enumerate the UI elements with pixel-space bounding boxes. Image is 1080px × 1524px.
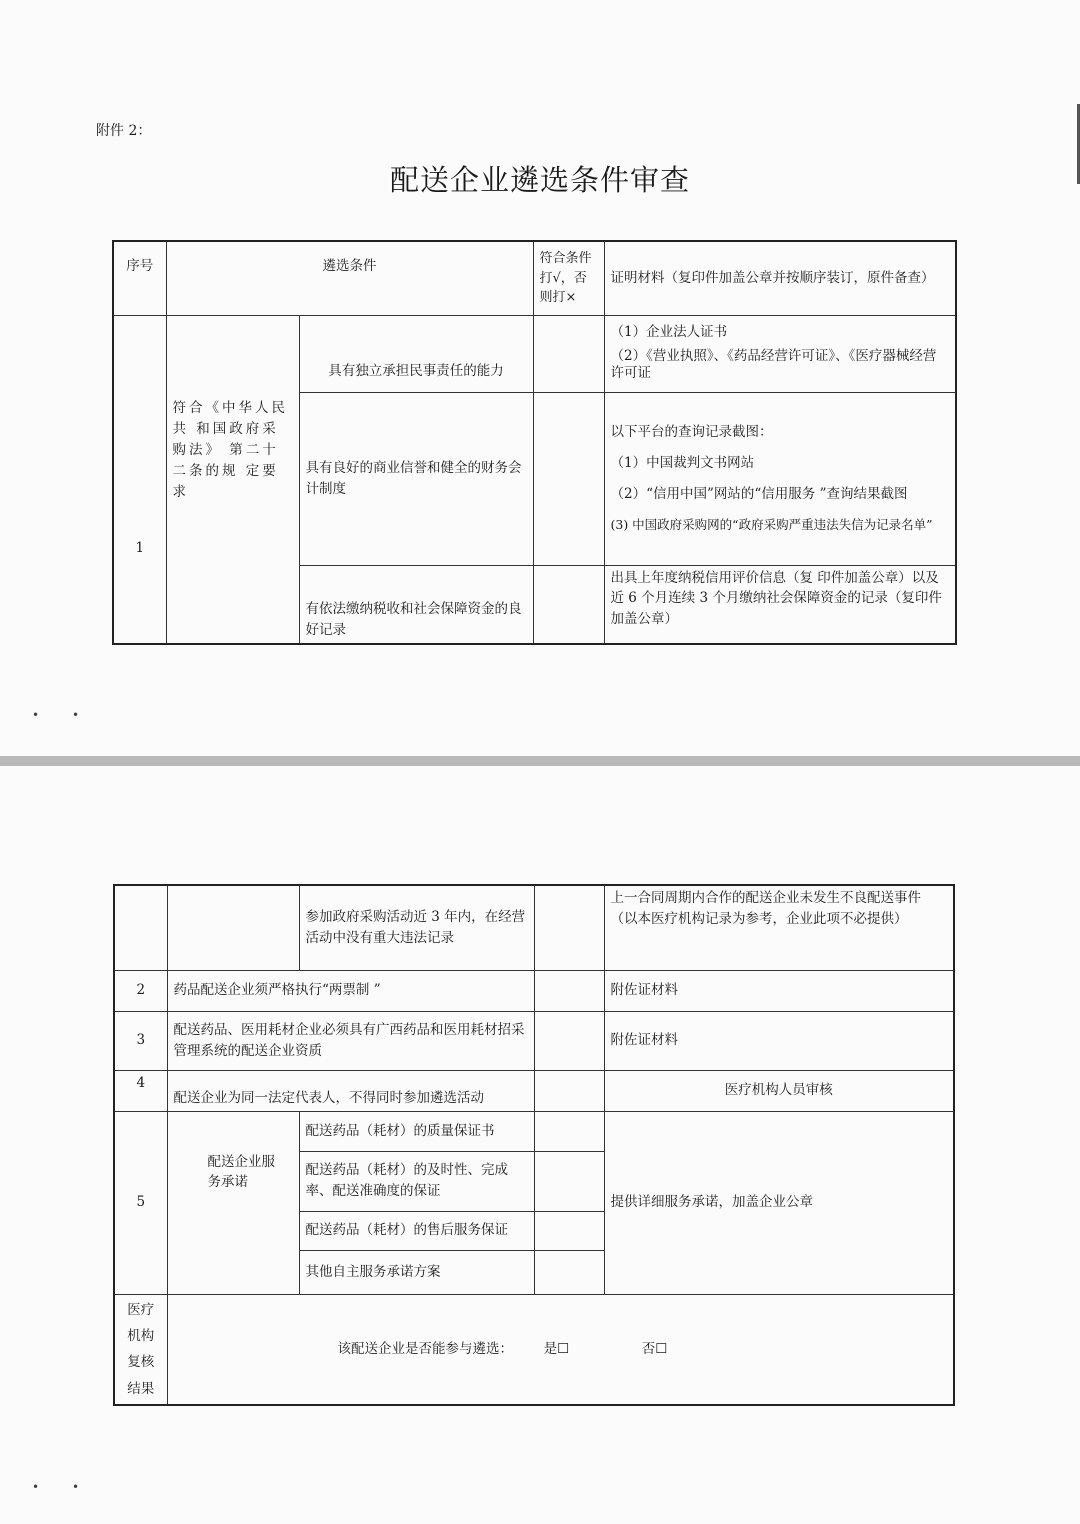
row3-materials: 附佐证材料 xyxy=(604,1011,954,1070)
row2-materials: 附佐证材料 xyxy=(604,970,954,1011)
header-conditions: 遴选条件 xyxy=(166,241,533,315)
row1-category: 符合《中华人民共 和国政府采购法》 第二十二条的规 定要求 xyxy=(166,315,299,644)
row1-condition-1: 具有独立承担民事责任的能力 xyxy=(299,315,533,392)
row1-check-2[interactable] xyxy=(533,392,604,565)
attachment-label: 附件 2： xyxy=(96,123,152,139)
row2-condition: 药品配送企业须严格执行“两票制 ” xyxy=(167,970,534,1011)
row5-item-2: 配送药品（耗材）的及时性、完成率、配送准确度的保证 xyxy=(299,1151,534,1211)
header-materials: 证明材料（复印件加盖公章并按顺序装订，原件备查） xyxy=(604,241,956,315)
table-row xyxy=(114,1111,954,1151)
row1-condition-2: 具有良好的商业信誉和健全的财务会计制度 xyxy=(299,392,533,565)
review-result xyxy=(167,1294,954,1405)
table-row xyxy=(114,1294,954,1405)
row5-seq: 5 xyxy=(114,1111,167,1294)
scan-speck: • xyxy=(32,1480,40,1494)
row5-item-3: 配送药品（耗材）的售后服务保证 xyxy=(299,1211,534,1250)
row1-material-3: 出具上年度纳税信用评价信息（复 印件加盖公章）以及近 6 个月连续 3 个月缴纳社会保障资金的记录（复印件加盖公章） xyxy=(604,565,956,644)
page-1 xyxy=(0,0,1080,756)
review-question: 该配送企业是否能参与遴选： xyxy=(337,1340,513,1357)
row5-category: 配送企业服务承诺 xyxy=(167,1111,299,1294)
table-row xyxy=(114,885,954,970)
table-row xyxy=(114,970,954,1011)
row5-check-3[interactable] xyxy=(534,1211,604,1250)
row5-materials: 提供详细服务承诺，加盖企业公章 xyxy=(604,1111,954,1294)
row1-material-1a: （1）企业法人证书 xyxy=(610,324,728,341)
page-2 xyxy=(0,766,1080,1524)
row1-material-2b: （1）中国裁判文书网站 xyxy=(610,455,755,472)
row1-material-2d: (3) 中国政府采购网的“政府采购严重违法失信为记录名单” xyxy=(610,517,933,533)
row1-material-4: 上一合同周期内合作的配送企业未发生不良配送事件（以本医疗机构记录为参考，企业此项不必提供） xyxy=(604,885,954,970)
row1-check-4[interactable] xyxy=(534,885,604,970)
row1-seq: 1 xyxy=(113,315,166,644)
row1-condition-3: 有依法缴纳税收和社会保障资金的良好记录 xyxy=(299,565,533,644)
row5-check-4[interactable] xyxy=(534,1250,604,1294)
criteria-table-part-2 xyxy=(113,884,955,1406)
scan-speck: • xyxy=(72,708,80,722)
table-header-row xyxy=(113,241,956,315)
row4-seq: 4 xyxy=(114,1070,167,1111)
review-yes-checkbox[interactable]: 是☐ xyxy=(543,1340,570,1357)
row3-condition: 配送药品、医用耗材企业必须具有广西药品和医用耗材招采管理系统的配送企业资质 xyxy=(167,1011,534,1070)
row3-seq: 3 xyxy=(114,1011,167,1070)
row4-condition: 配送企业为同一法定代表人，不得同时参加遴选活动 xyxy=(167,1070,534,1111)
document-title: 配送企业遴选条件审查 xyxy=(389,163,690,197)
row1-check-3[interactable] xyxy=(533,565,604,644)
row1-material-1b: （2）《营业执照》、《药品经营许可证》、《医疗器械经营许可证 xyxy=(610,347,937,382)
row5-item-1: 配送药品（耗材）的质量保证书 xyxy=(299,1111,534,1151)
row1-check-1[interactable] xyxy=(533,315,604,392)
row4-materials: 医疗机构人员审核 xyxy=(604,1070,954,1111)
scan-speck: • xyxy=(32,708,40,722)
row5-check-2[interactable] xyxy=(534,1151,604,1211)
row1-condition-4: 参加政府采购活动近 3 年内，在经营活动中没有重大违法记录 xyxy=(299,885,534,970)
header-seq: 序号 xyxy=(113,241,166,315)
header-check: 符合条件打√，否则打× xyxy=(533,241,604,315)
row5-check-1[interactable] xyxy=(534,1111,604,1151)
row1-material-2a: 以下平台的查询记录截图： xyxy=(610,424,773,441)
table-row xyxy=(113,315,956,392)
row4-check[interactable] xyxy=(534,1070,604,1111)
row3-check[interactable] xyxy=(534,1011,604,1070)
row1-material-2c: （2）“信用中国”网站的“信用服务 ”查询结果截图 xyxy=(610,486,908,503)
review-label: 医疗 机构 复核 结果 xyxy=(114,1294,167,1405)
criteria-table-part-1 xyxy=(112,240,957,645)
row2-seq: 2 xyxy=(114,970,167,1011)
row2-check[interactable] xyxy=(534,970,604,1011)
scan-speck: • xyxy=(72,1480,80,1494)
row5-item-4: 其他自主服务承诺方案 xyxy=(299,1250,534,1294)
table-row xyxy=(114,1070,954,1111)
table-row xyxy=(114,1011,954,1070)
review-no-checkbox[interactable]: 否☐ xyxy=(641,1340,668,1357)
